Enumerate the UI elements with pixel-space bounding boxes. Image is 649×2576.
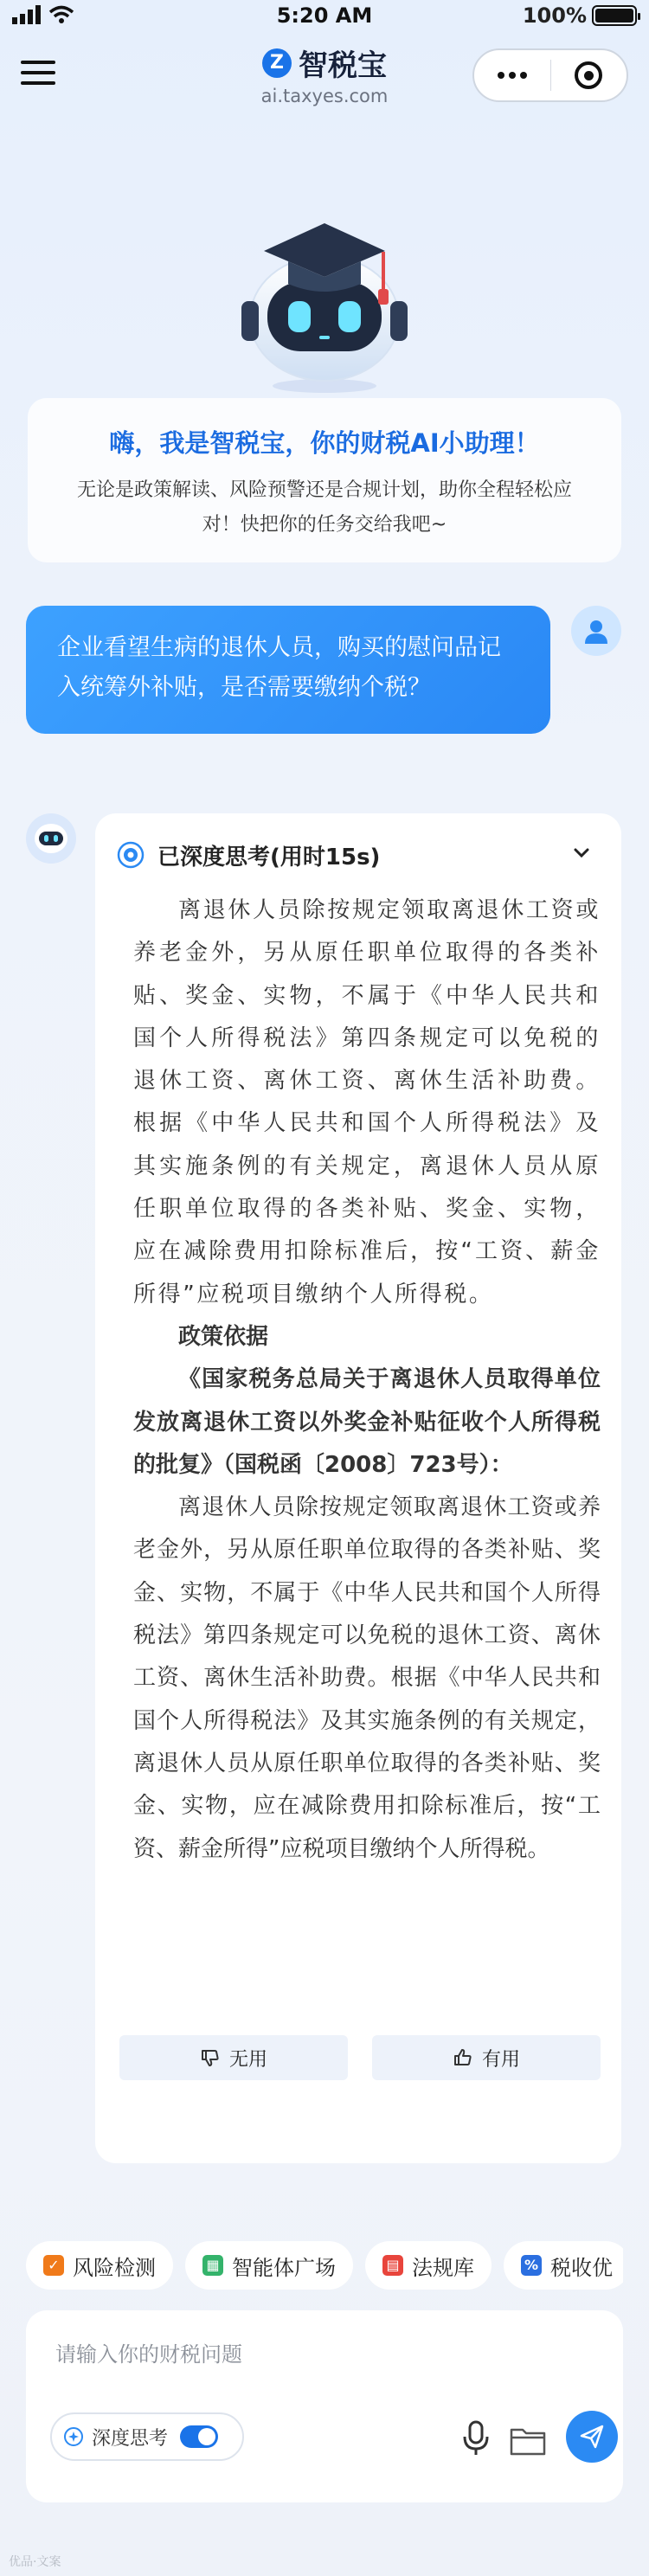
user-icon <box>582 616 611 646</box>
robot-avatar-icon <box>33 822 69 855</box>
chip-risk-detection[interactable] <box>26 2241 173 2290</box>
chat-input[interactable] <box>55 2333 592 2376</box>
thumbs-up-icon <box>453 2047 473 2068</box>
folder-icon[interactable] <box>509 2423 547 2457</box>
assistant-avatar <box>26 813 76 864</box>
book-icon: ▤ <box>382 2255 403 2276</box>
greeting-desc-line1: 无论是政策解读、风险预警还是合规计划，助你全程轻松应 <box>76 479 572 501</box>
grid-icon: ▦ <box>202 2255 223 2276</box>
sparkle-icon <box>62 2425 85 2448</box>
chip-label: 法规库 <box>412 2255 474 2280</box>
answer-paragraph-2: 离退休人员除按规定领取离退休工资或养老金外，另从原任职单位取得的各类补贴、奖金、实物，不属于《中华人民共和国个人所得税法》第四条规定可以免税的退休工资、离休工资、离休生活补助费。根据《中华人民共和国个人所得税法》及其实施条例的有关规定，离退休人员从原任职单位取得的各类补贴、奖金、实物，应在减除费用扣除标准后，按“工资、薪金所得”应税项目缴纳个人所得税。 <box>133 1494 601 1862</box>
greeting-title: 嗨，我是智税宝，你的财税AI小助理！ <box>109 428 540 458</box>
greeting-card <box>28 398 621 562</box>
deep-think-switch[interactable] <box>180 2425 218 2448</box>
chip-label: 税收优 <box>550 2255 613 2280</box>
shield-pulse-icon: ✓ <box>43 2255 64 2276</box>
watermark: 优品·文案 <box>9 2555 61 2569</box>
chip-regulation-library[interactable] <box>365 2241 492 2290</box>
send-button[interactable] <box>566 2411 618 2463</box>
user-avatar[interactable] <box>571 606 621 656</box>
greeting-desc-line2: 对！快把你的任务交给我吧~ <box>202 514 447 536</box>
status-bar <box>0 0 649 35</box>
more-dots-icon <box>498 72 527 79</box>
chat-input-card <box>26 2310 623 2502</box>
thinking-label: 已深度思考(用时15s) <box>157 844 381 870</box>
assistant-answer-card <box>95 813 621 2163</box>
close-miniapp-button[interactable] <box>551 50 627 100</box>
feedback-useless-label: 无用 <box>228 2048 267 2071</box>
battery-percent: 100% <box>522 3 587 28</box>
deep-think-label: 深度思考 <box>92 2427 169 2450</box>
more-button[interactable] <box>474 50 550 100</box>
percent-icon: % <box>521 2255 542 2276</box>
battery-group <box>523 3 637 28</box>
chip-label: 风险检测 <box>73 2255 156 2280</box>
app-title: 智税宝 <box>299 48 387 83</box>
target-icon <box>575 61 602 89</box>
send-icon <box>578 2423 606 2451</box>
deep-think-toggle[interactable] <box>50 2412 244 2461</box>
thinking-icon <box>116 840 145 870</box>
battery-icon <box>592 5 637 26</box>
answer-paragraph-1: 离退休人员除按规定领取离退休工资或养老金外，另从原任职单位取得的各类补贴、奖金、实物，不属于《中华人民共和国个人所得税法》第四条规定可以免税的退休工资、离休工资、离休生活补助费。根据《中华人民共和国个人所得税法》及其实施条例的有关规定，离退休人员从原任职单位取得的各类补贴、奖金、实物，应在减除费用扣除标准后，按“工资、薪金所得”应税项目缴纳个人所得税。 <box>133 897 601 1307</box>
quick-action-chips <box>26 2241 623 2290</box>
status-time: 5:20 AM <box>276 3 373 28</box>
feedback-useful-button[interactable] <box>372 2035 601 2080</box>
chevron-down-icon <box>571 843 592 864</box>
chip-agent-plaza[interactable] <box>185 2241 353 2290</box>
chip-label: 智能体广场 <box>232 2255 336 2280</box>
policy-heading: 政策依据 <box>178 1323 269 1350</box>
policy-document-title: 《国家税务总局关于离退休人员取得单位发放离退休工资以外奖金补贴征收个人所得税的批复》（国税函〔2008〕723号）： <box>133 1366 601 1478</box>
app-domain: ai.taxyes.com <box>260 86 389 106</box>
microphone-icon[interactable] <box>459 2419 493 2457</box>
deep-thinking-toggle[interactable] <box>116 838 601 872</box>
answer-body <box>133 890 601 1871</box>
chip-tax-preference[interactable] <box>504 2241 623 2290</box>
brand-logo-icon: Z <box>262 48 292 78</box>
miniapp-capsule <box>472 48 628 102</box>
user-message-bubble <box>26 606 550 734</box>
user-message-line1: 企业看望生病的退休人员，购买的慰问品记 <box>57 634 501 661</box>
user-message-line2: 入统筹外补贴，是否需要缴纳个税？ <box>57 674 431 701</box>
feedback-useful-label: 有用 <box>481 2048 520 2071</box>
thumbs-down-icon <box>200 2047 221 2068</box>
robot-mascot-icon <box>238 197 411 396</box>
feedback-useless-button[interactable] <box>119 2035 348 2080</box>
